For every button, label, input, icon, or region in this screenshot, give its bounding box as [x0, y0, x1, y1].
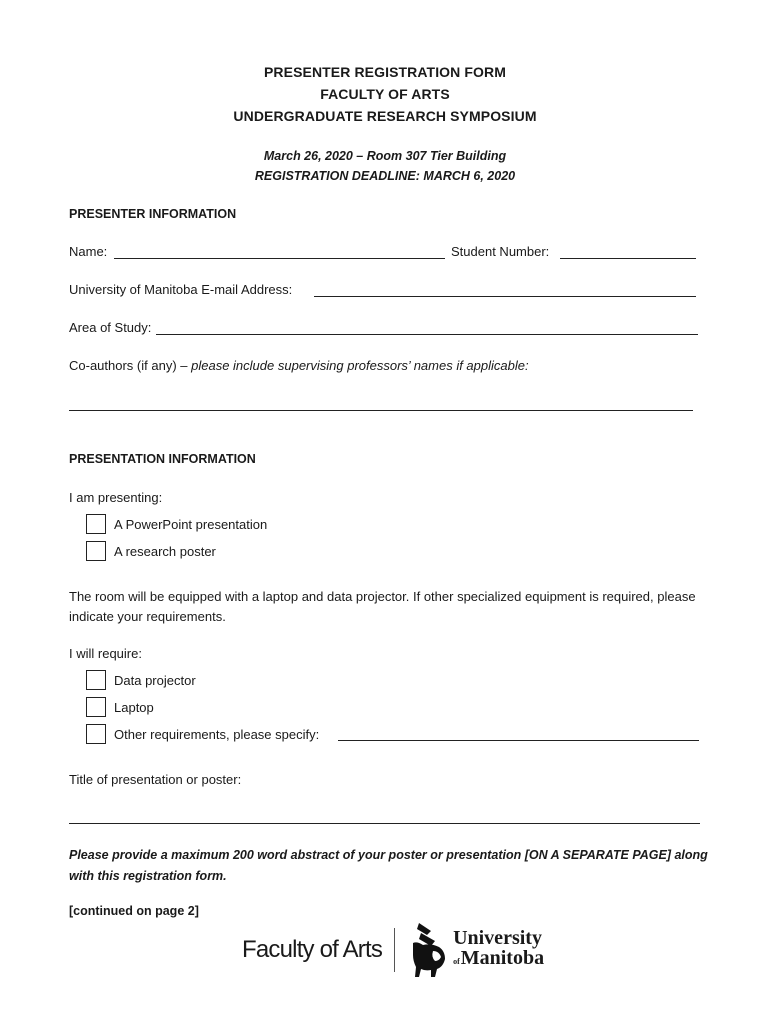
- poster-checkbox[interactable]: [86, 541, 106, 561]
- data-projector-label: Data projector: [114, 672, 196, 688]
- logo-divider: [394, 928, 395, 972]
- coauthors-field[interactable]: [69, 410, 693, 411]
- require-other[interactable]: [86, 723, 319, 745]
- option-poster[interactable]: [86, 540, 216, 562]
- continued-note: [continued on page 2]: [69, 904, 199, 918]
- form-title: PRESENTER REGISTRATION FORM: [263, 64, 506, 80]
- equipment-note: The room will be equipped with a laptop and data projector. If other specialized equipment is required, please indicate your requirements.: [69, 589, 696, 624]
- bison-crest-icon: [411, 921, 447, 979]
- event-date-location: March 26, 2020 – Room 307 Tier Building: [263, 149, 507, 163]
- coauthors-label-text: Co-authors (if any) –: [69, 358, 188, 373]
- registration-deadline: REGISTRATION DEADLINE: MARCH 6, 2020: [254, 169, 516, 183]
- other-requirements-checkbox[interactable]: [86, 724, 106, 744]
- require-label: I will require:: [69, 646, 142, 661]
- student-number-label: Student Number:: [451, 244, 550, 259]
- coauthors-label: [69, 358, 529, 373]
- presenting-label: I am presenting:: [69, 490, 163, 505]
- email-label: University of Manitoba E-mail Address:: [69, 282, 293, 297]
- other-requirements-field[interactable]: [338, 740, 699, 741]
- email-field[interactable]: [314, 296, 696, 297]
- area-of-study-field[interactable]: [156, 334, 698, 335]
- laptop-label: Laptop: [114, 699, 154, 715]
- coauthors-hint: please include supervising professors’ names if applicable:: [191, 358, 529, 373]
- area-of-study-label: Area of Study:: [69, 320, 152, 335]
- abstract-note: Please provide a maximum 200 word abstract of your poster or presentation [ON A SEPARATE PAGE] along with this registration form.: [69, 848, 708, 883]
- manitoba-line: [453, 948, 544, 972]
- name-field[interactable]: [114, 258, 445, 259]
- powerpoint-label: A PowerPoint presentation: [114, 516, 268, 532]
- symposium-title: UNDERGRADUATE RESEARCH SYMPOSIUM: [233, 108, 537, 124]
- data-projector-checkbox[interactable]: [86, 670, 106, 690]
- manitoba-word: Manitoba: [460, 947, 545, 969]
- faculty-of-arts-logo-text: Faculty of Arts: [242, 936, 383, 963]
- footer-logos: [242, 917, 544, 983]
- title-field[interactable]: [69, 823, 700, 824]
- option-powerpoint[interactable]: [86, 513, 267, 535]
- of-word: of: [453, 957, 460, 966]
- poster-label: A research poster: [114, 543, 216, 559]
- require-laptop[interactable]: [86, 696, 154, 718]
- powerpoint-checkbox[interactable]: [86, 514, 106, 534]
- require-data-projector[interactable]: [86, 669, 196, 691]
- title-label: Title of presentation or poster:: [69, 772, 242, 787]
- university-of-manitoba-logo-text: [453, 928, 544, 972]
- laptop-checkbox[interactable]: [86, 697, 106, 717]
- presentation-section-title: PRESENTATION INFORMATION: [69, 452, 256, 466]
- other-requirements-label: Other requirements, please specify:: [114, 726, 320, 742]
- university-word: University: [453, 927, 542, 949]
- name-label: Name:: [69, 244, 108, 259]
- faculty-title: FACULTY OF ARTS: [320, 86, 450, 102]
- student-number-field[interactable]: [560, 258, 696, 259]
- presenter-section-title: PRESENTER INFORMATION: [69, 207, 237, 221]
